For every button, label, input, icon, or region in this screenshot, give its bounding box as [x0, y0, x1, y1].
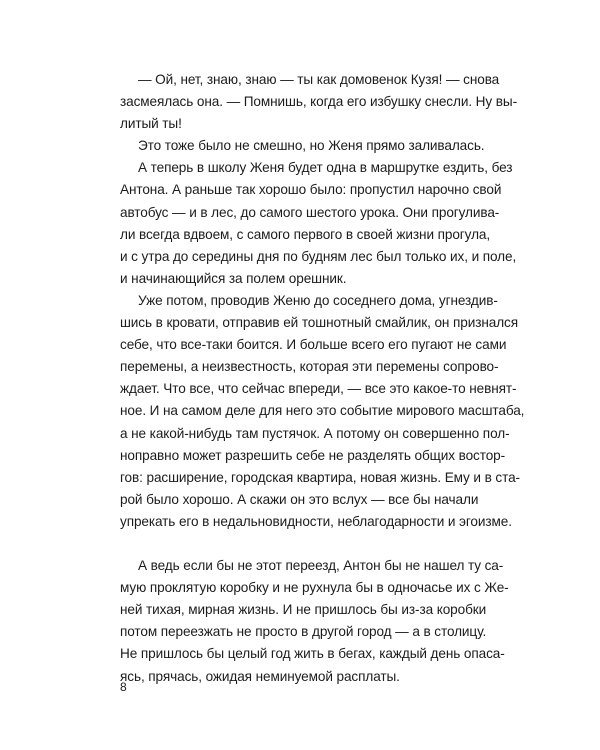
text-line: и с утра до середины дня по будням лес был только их, и поле, [120, 248, 517, 264]
text-line: перемены, а неизвестность, которая эти перемены сопрово- [120, 359, 499, 375]
text-line: автобус — и в лес, до самого шестого урока. Они прогулива- [120, 204, 500, 220]
text-line: Это тоже было не смешно, но Женя прямо заливалась. [138, 138, 485, 154]
text-line: Не пришлось бы целый год жить в бегах, каждый день опаса- [120, 646, 505, 662]
page-number: 8 [120, 680, 127, 694]
text-line: литый ты! [120, 116, 182, 132]
text-line: гов: расширение, городская квартира, новая жизнь. Ему и в ста- [120, 469, 520, 485]
text-line: ждает. Что все, что сейчас впереди, — все это какое-то невнят- [120, 381, 517, 397]
paragraph-3 [120, 157, 517, 290]
paragraph-5 [120, 555, 509, 688]
text-line: ней тихая, мирная жизнь. И не пришлось бы из-за коробки [120, 602, 487, 618]
text-line: А ведь если бы не этот переезд, Антон бы не нашел ту са- [138, 558, 504, 574]
text-line: и начинающийся за полем орешник. [120, 270, 347, 286]
text-line: ноправно может разрешить себе не разделять общих востор- [120, 447, 506, 463]
text-line: мую проклятую коробку и не рухнула бы в одночасье их с Же- [120, 580, 509, 596]
paragraph-4 [120, 290, 525, 533]
text-line: шись в кровати, отправив ей тошнотный смайлик, он признался [120, 315, 518, 331]
text-line: потом переезжать не просто в другой город — а в столицу. [120, 624, 487, 640]
paragraph-2 [120, 135, 485, 157]
text-line: ясь, прячась, ожидая неминуемой расплаты. [120, 668, 400, 684]
text-line: А теперь в школу Женя будет одна в маршрутке ездить, без [138, 160, 513, 176]
text-line: засмеялась она. — Помнишь, когда его избушку снесли. Ну вы- [120, 94, 517, 110]
text-line: рой было хорошо. А скажи он это вслух — все бы начали [120, 491, 479, 507]
text-line: — Ой, нет, знаю, знаю — ты как домовенок Кузя! — снова [138, 72, 500, 87]
text-line: себе, что все-таки боится. И больше всего его пугают не сами [120, 337, 507, 353]
body-text [120, 69, 525, 688]
text-line: ное. И на самом деле для него это событие мирового масштаба, [120, 403, 525, 419]
text-line: ли всегда вдвоем, с самого первого в своей жизни прогула, [120, 226, 491, 242]
text-line: Антона. А раньше так хорошо было: пропустил нарочно свой [120, 182, 502, 198]
text-line: упрекать его в недальновидности, неблагодарности и эгоизме. [120, 513, 512, 529]
section-break [120, 533, 478, 555]
text-line: Уже потом, проводив Женю до соседнего дома, угнездив- [138, 292, 498, 308]
text-line: а не какой-нибудь там пустячок. А потому он совершенно пол- [120, 425, 510, 441]
paragraph-1 [120, 69, 517, 135]
